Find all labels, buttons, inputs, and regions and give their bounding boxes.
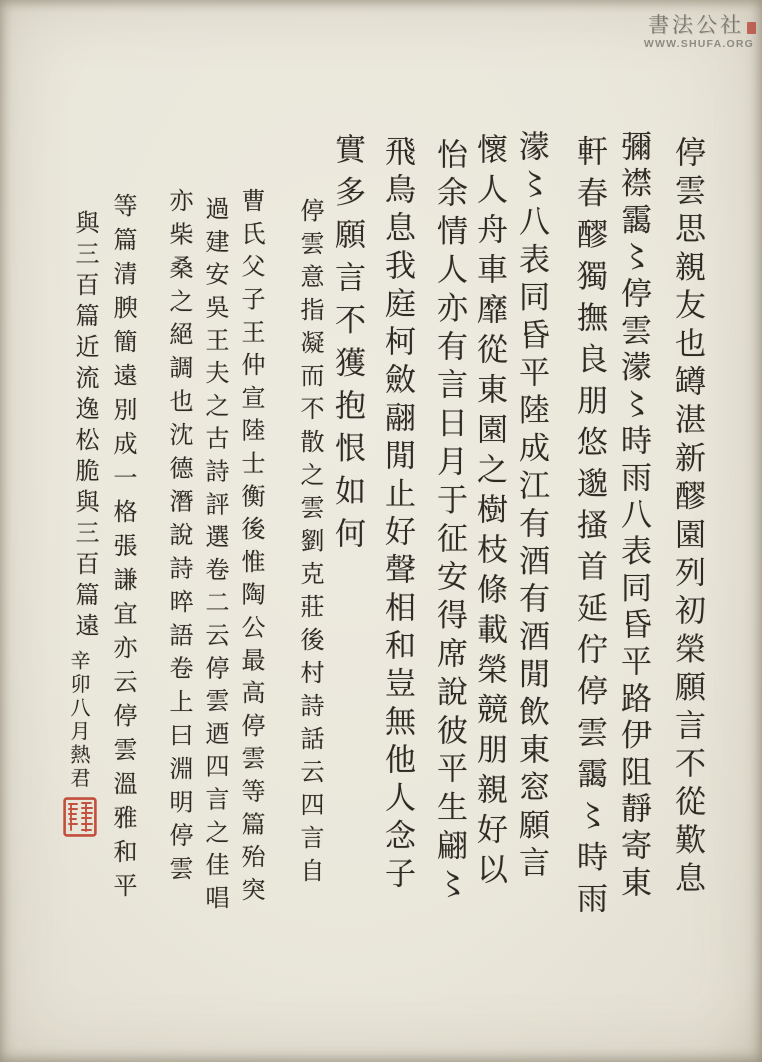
colophon-column-3: 過建安吳王夫之古詩評選卷二云停雲迺四言之佳唱 (201, 196, 227, 918)
poem-column-8: 實多願言不獲抱恨如何 (330, 133, 365, 560)
poem-column-4: 濛〻八表同昏平陸成江有酒有酒閒飲東窓願言 (514, 130, 549, 884)
poem-column-3: 軒春醪獨撫良朋悠邈搔首延佇停雲靄〻時雨 (572, 135, 607, 924)
poem-column-6: 怡余情人亦有言日月于征安得席說彼平生翩〻 (432, 138, 467, 906)
poem-column-7: 飛鳥息我庭柯斂翮閒止好聲相和豈無他人念子 (380, 135, 415, 895)
site-watermark (596, 14, 756, 51)
watermark-logo-text: 書法公社 (648, 13, 744, 37)
watermark-url-text: WWW.SHUFA.ORG (643, 38, 754, 51)
signature-column-1: 辛卯八月熱君 (67, 650, 89, 791)
poem-column-2: 彌襟靄〻停雲濛〻時雨八表同昏平路伊阻靜寄東 (616, 130, 651, 903)
artist-seal-stamp (63, 797, 97, 837)
watermark-seal-icon (747, 22, 756, 34)
colophon-column-5: 等篇清腴簡遠別成一格張謙宜亦云停雲溫雅和平 (109, 193, 135, 907)
colophon-column-4: 亦柴桑之絕調也沈德潛說詩晬語卷上曰淵明停雲 (165, 188, 191, 890)
colophon-column-6: 與三百篇近流逸松脆與三百篇遠 (71, 210, 97, 644)
poem-column-1: 停雲思親友也罇湛新醪園列初榮願言不從歎息 (670, 136, 705, 900)
colophon-column-1: 停雲意指凝而不散之雲劉克莊後村詩話云四言自 (296, 198, 322, 891)
colophon-column-2: 曹氏父子王仲宣陸士衡後惟陶公最高停雲等篇殆突 (237, 188, 263, 910)
poem-column-5: 懷人舟車靡從東園之樹枝條載榮競朋親好以 (472, 133, 507, 893)
